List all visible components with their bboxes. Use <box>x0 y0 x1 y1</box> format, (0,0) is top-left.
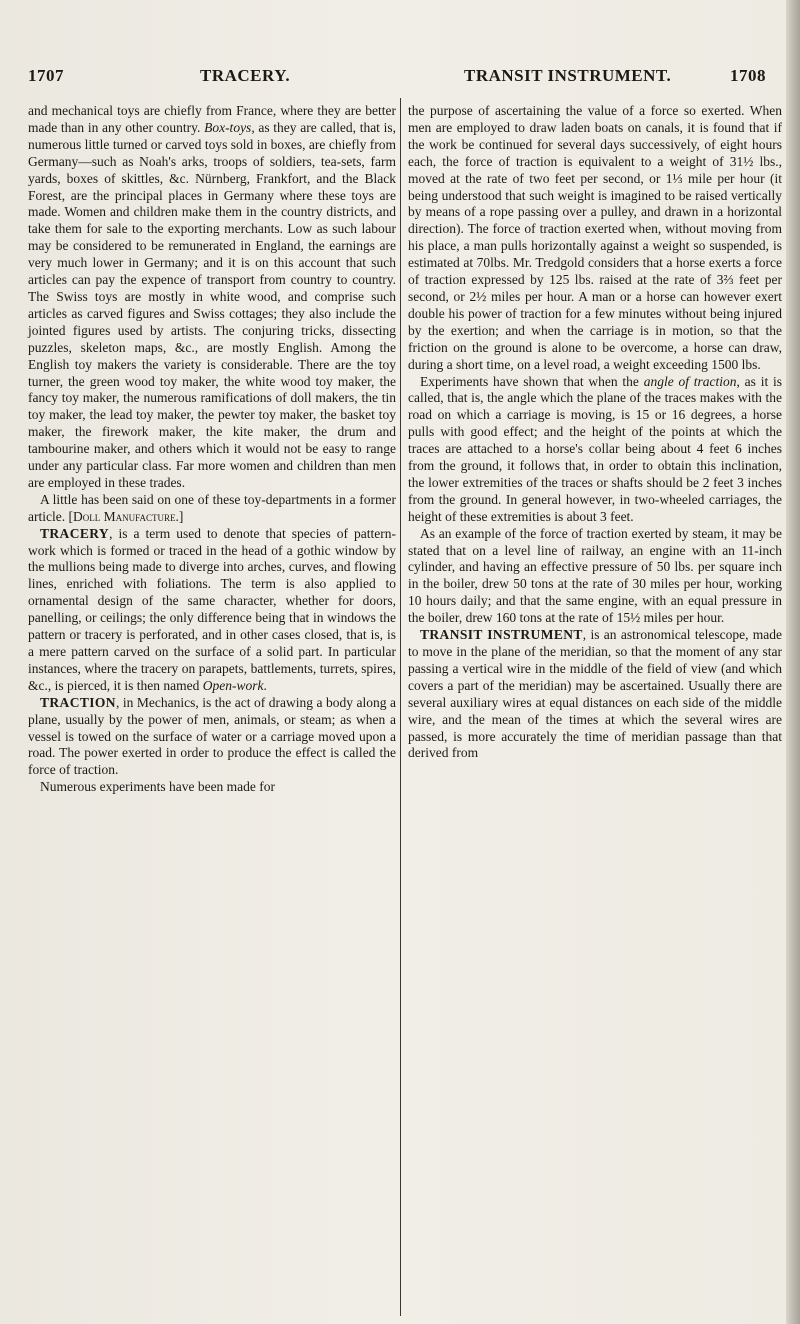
paragraph-experiments: Numerous experiments have been made for <box>40 779 276 795</box>
left-column <box>28 103 396 796</box>
entry-heading: TRACTION <box>40 694 116 710</box>
right-column <box>408 103 782 762</box>
text-span: Experiments have shown that when the <box>420 373 639 389</box>
paragraph-steam-traction: As an example of the force of traction exerted by steam, it may be stated that on a level line of railway, an engine with an 11-inch cylinder, and having an effective pressure of 50 lbs. per square inch in the boiler, drew 50 tons at the rate of 30 miles per hour, working 10 hours daily; and that the same engine, with an equal pressure in the boiler, drew 160 tons at the rate of 15½ miles per hour. <box>408 525 782 626</box>
text-span: . <box>263 677 267 693</box>
running-head-right: TRANSIT INSTRUMENT. <box>464 66 672 85</box>
italic-term: Open-work <box>202 677 264 693</box>
paragraph-traction-value: the purpose of ascertaining the value of a force so exerted. When men are employed to draw laden boats on canals, it is found that if the work be continued for several days successively, of eight hours each, the force of traction is equivalent to a weight of 31½ lbs., moved at the rate of two feet per second, or 1⅓ mile per hour (it being understood that such weight is imagined to be raised vertically by means of a rope passing over a pulley, and drawn in a horizontal direction). The force of traction exerted when, without moving from his place, a man pulls horizontally against a weight so suspended, is estimated at 70lbs. Mr. Tredgold considers that a horse exerts a force of traction expressed by 125 lbs. raised at the rate of 3⅔ feet per second, or 2½ miles per hour. A man or a horse can however exert double his power of traction for a few minutes without being injured by the exertion; and when the carriage is in motion, so that the friction on the ground is alone to be overcome, a horse can draw, during a short time, on a level road, a weight exceeding 1500 lbs. <box>408 103 782 372</box>
entry-heading: TRACERY <box>40 525 110 541</box>
running-head-left: TRACERY. <box>200 66 291 85</box>
page-header <box>0 66 800 96</box>
page-number-left: 1707 <box>28 66 64 85</box>
page-edge-shadow <box>786 0 800 1324</box>
text-span: A little has been said on one of these toy-departments in a former article. [ <box>28 491 396 524</box>
text-span: , is a term used to denote that species of pattern-work which is formed or traced in the head of a gothic window by the mullions being made to diverge into arches, curves, and flowing lines, enriched with foliations. The term is also applied to ornamental design of the same character, whether for doors, panelling, or ceilings; the only difference being that in windows the pattern or tracery is perforated, and in other cases closed, that is, is a mere pattern carved on the surface of a solid part. In particular instances, where the tracery on parapets, battlements, turrets, spires, &c., is pierced, it is then named <box>28 525 396 693</box>
cross-reference-link[interactable]: Doll Manufacture <box>72 508 176 524</box>
text-span: , is an astronomical telescope, made to move in the plane of the meridian, so that the moment of any star passing a vertical wire in the middle of the field of view (and which covers a part of the meridian) may be ascertained. Usually there are several auxiliary wires at equal distances on each side of the middle wire, and the mean of the times at which the several wires are passed, is more accurately the time of meridian passage than that derived from <box>408 627 782 761</box>
italic-term: angle of traction <box>643 373 737 389</box>
entry-tracery <box>28 526 396 695</box>
text-span: , as they are called, that is, numerous little turned or carved toys sold in boxes, are chiefly from Germany—such as Noah's arks, troops of soldiers, tea-sets, farm yards, boxes of skittles, &c. Nürnberg, Frankfort, and the Black Forest, are the principal places in Germany where these toys are made. Women and children make them in the country districts, and take them for sale to the exporting merchants. Low as such labour may be considered to be remunerated in England, the earnings are very much lower in Germany; and it is on this account that such articles can pay the expence of transport from country to country. The Swiss toys are mostly in white wood, and comprise such articles as carved figures and Swiss cottages; they also include the jointed figures used by artists. The conjuring tricks, dissecting puzzles, skeleton maps, &c., are mostly English. Among the English toy makers the variety is considerable. There are the toy turner, the green wood toy maker, the white wood toy maker, the fancy toy maker, the numerous ramifications of doll makers, the tin toy maker, the lead toy maker, the pewter toy maker, the basket toy maker, the firework maker, the kite maker, the drum and tambourine maker, and others which it would not be easy to range under any particular class. Far more women and children than men are employed in these trades. <box>28 119 396 490</box>
paragraph-toy-departments <box>28 492 396 526</box>
column-divider <box>400 98 401 1316</box>
text-span: , as it is called, that is, the angle which the plane of the traces makes with the road on which a carriage is moving, is 15 or 16 degrees, a horse pulls with good effect; and the height of the points at which the traces are attached to a horse's collar being about 4 feet 6 inches from the ground, it follows that, in order to obtain this inclination, the lower extremities of the traces or shafts should be 2 feet 3 inches from the ground. In general however, in two-wheeled carriages, the height of these extremities is about 3 feet. <box>408 373 783 524</box>
page-number-right: 1708 <box>730 66 766 85</box>
entry-transit-instrument <box>408 627 782 762</box>
entry-heading: TRANSIT INSTRUMENT <box>420 627 583 643</box>
italic-term: Box-toys <box>204 119 252 135</box>
text-span: and mechanical toys are chiefly from France, where they are better made than in any other country. <box>28 103 396 135</box>
paragraph-toys <box>28 103 396 492</box>
paragraph-angle-of-traction <box>408 374 782 526</box>
text-span: , in Mechanics, is the act of drawing a body along a plane, usually by the power of men, animals, or steam; as when a vessel is towed on the surface of water or a carriage moved upon a road. The power exerted in order to produce the effect is called the force of traction. <box>28 694 396 778</box>
entry-traction <box>28 695 396 780</box>
text-span: .] <box>175 508 184 524</box>
